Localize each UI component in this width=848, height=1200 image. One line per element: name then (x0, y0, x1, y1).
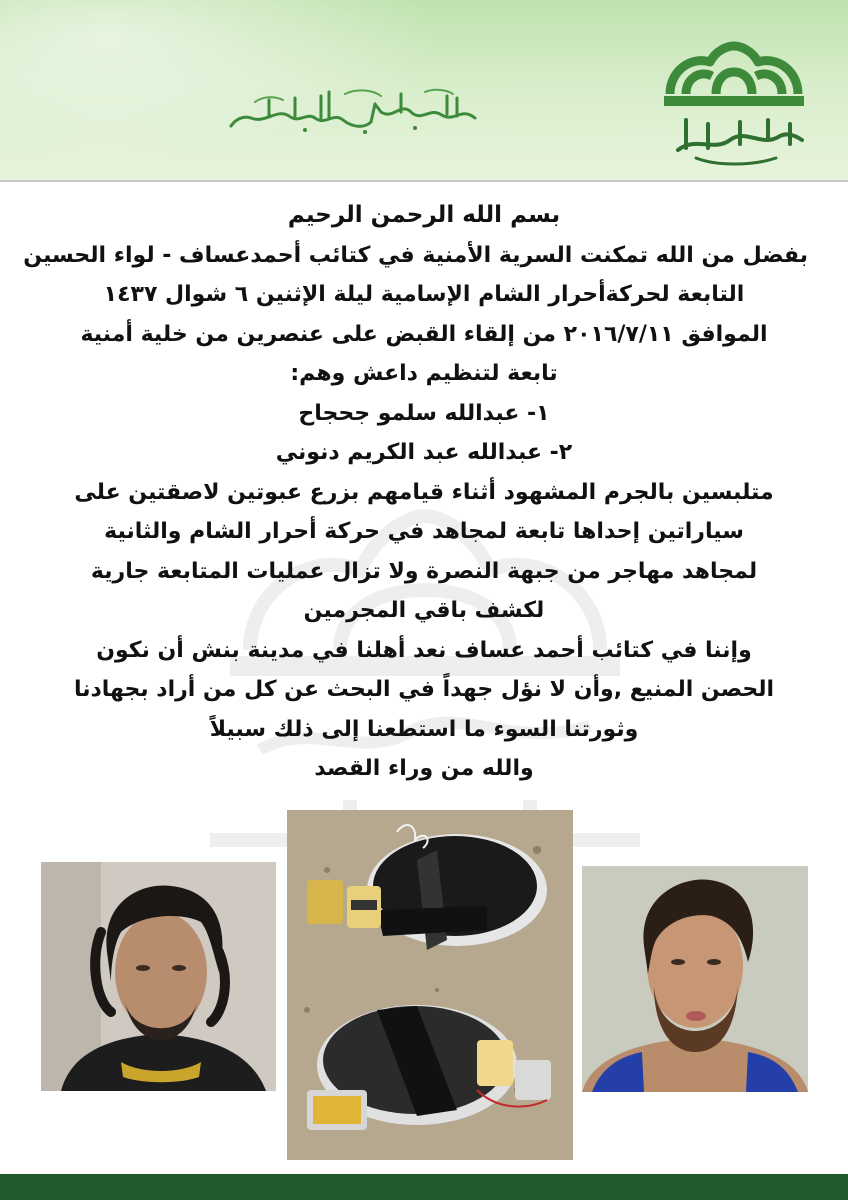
footer-bar (0, 1174, 848, 1200)
ahmad-assaf-logo-icon (656, 40, 812, 174)
statement-line-6: ١- عبدالله سلمو جحجاح (298, 400, 550, 426)
statement-line-12: وإننا في كتائب أحمد عساف نعد أهلنا في مدينة بنش أن نكون (96, 637, 752, 663)
statement-line-9: سياراتين إحداها تابعة لمجاهد في حركة أحرار الشام والثانية (104, 519, 744, 544)
statement-line-10: لمجاهد مهاجر من جبهة النصرة ولا تزال عمليات المتابعة جارية (90, 558, 758, 584)
left-portrait-image (41, 862, 276, 1091)
statement-line-15: والله من وراء القصد (314, 756, 534, 781)
right-suspect-photo (582, 866, 808, 1092)
statement-line-1: بسم الله الرحمن الرحيم (287, 202, 561, 228)
left-suspect-photo (41, 862, 276, 1091)
statement-line-7: ٢- عبدالله عبد الكريم دنوني (275, 440, 573, 465)
header-divider (0, 180, 848, 182)
statement-text-block (23, 196, 808, 789)
right-portrait-image (582, 866, 808, 1092)
statement-line-14: وثورتنا السوء ما استطعنا إلى ذلك سبيلاً (209, 716, 639, 742)
page-header-banner (0, 0, 848, 180)
statement-line-13: الحصن المنيع ,وأن لا نؤل جهداً في البحث عن كل من أراد بجهادنا (73, 677, 775, 702)
explosive-devices-photo (287, 810, 573, 1160)
statement-line-4: الموافق ٢٠١٦/٧/١١ من إلقاء القبض على عنصرين من خلية أمنية (80, 321, 768, 347)
statement-line-11: لكشف باقي المجرمين (303, 598, 545, 623)
statement-line-8: متلبسين بالجرم المشهود أثناء قيامهم بزرع عبوتين لاصقتين على (74, 479, 774, 505)
statement-line-2: بفضل من الله تمكنت السرية الأمنية في كتائب أحمدعساف - لواء الحسين (23, 242, 808, 268)
basmala-calligraphy-icon (225, 78, 485, 138)
statement-line-3: التابعة لحركةأحرار الشام الإسامية ليلة الإثنين ٦ شوال ١٤٣٧ (103, 282, 745, 307)
statement-line-5: تابعة لتنظيم داعش وهم: (290, 361, 558, 386)
devices-image (287, 810, 573, 1160)
